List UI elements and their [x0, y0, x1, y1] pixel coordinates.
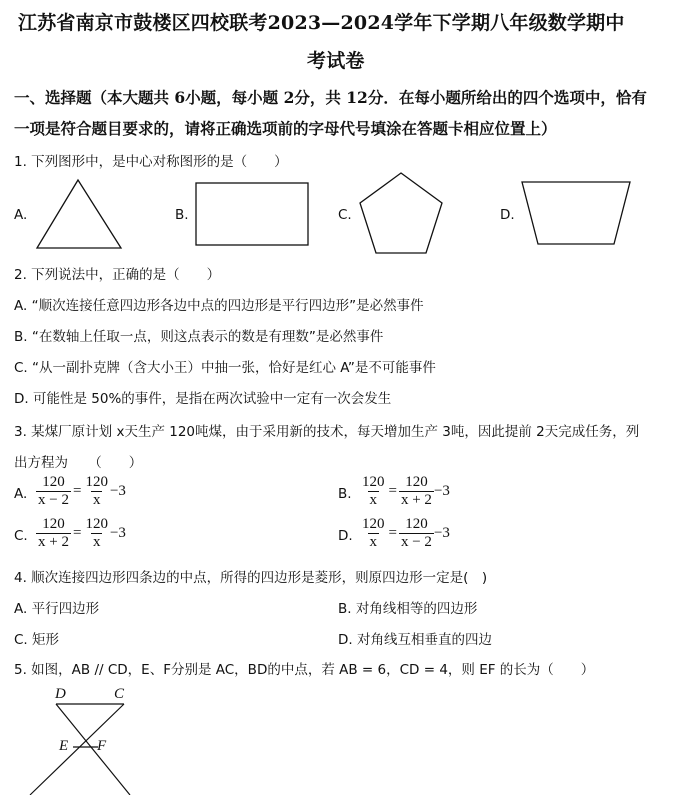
q1-option-a-label: A. — [14, 207, 28, 223]
q1-option-c-label: C. — [338, 207, 352, 223]
tail-term: −3 — [109, 525, 126, 541]
rectangle-icon — [195, 182, 311, 248]
denominator: x — [369, 492, 377, 508]
numerator: 120 — [42, 516, 65, 532]
q2-option-a: A. “顺次连接任意四边形各边中点的四边形是平行四边形”是必然事件 — [14, 298, 424, 314]
section-heading-line-2: 一项是符合题目要求的，请将正确选项前的字母代号填涂在答题卡相应位置上） — [14, 119, 557, 138]
point-label-f: F — [97, 738, 107, 754]
equals-sign: = — [388, 483, 397, 499]
pentagon-icon — [358, 171, 444, 257]
q3-option-b-equation — [360, 474, 450, 509]
q3-option-d-equation — [360, 516, 450, 551]
q5-geometry-figure — [20, 684, 150, 795]
point-label-d: D — [55, 686, 66, 702]
denominator: x — [92, 492, 101, 508]
question-5-stem: 5. 如图，AB // CD，E、F分别是 AC，BD的中点，若 AB = 6，CD = 4，则 EF 的长为（ ） — [14, 662, 595, 678]
q3-option-a-label: A. — [14, 486, 28, 502]
q4-option-d: D. 对角线互相垂直的四边 — [338, 632, 492, 648]
numerator: 120 — [85, 474, 108, 490]
question-2-stem: 2. 下列说法中，正确的是（ ） — [14, 267, 221, 283]
point-label-c: C — [114, 686, 125, 702]
point-label-e: E — [59, 738, 69, 754]
question-1-stem: 1. 下列图形中，是中心对称图形的是（ ） — [14, 154, 288, 170]
denominator: x − 2 — [400, 534, 432, 550]
q2-option-b: B. “在数轴上任取一点，则这点表示的数是有理数”是必然事件 — [14, 329, 384, 345]
q1-option-d-label: D. — [500, 207, 515, 223]
q2-option-c: C. “从一副扑克牌（含大小王）中抽一张，恰好是红心 A”是不可能事件 — [14, 360, 436, 376]
q4-option-a: A. 平行四边形 — [14, 601, 100, 617]
denominator: x — [92, 534, 101, 550]
tail-term: −3 — [109, 483, 126, 499]
q4-option-c: C. 矩形 — [14, 632, 60, 648]
question-3-stem-line-1: 3. 某煤厂原计划 x天生产 120吨煤，由于采用新的技术，每天增加生产 3吨，因此提前 2天完成任务，列 — [14, 424, 640, 440]
numerator: 120 — [405, 474, 428, 490]
q1-option-b-label: B. — [175, 207, 189, 223]
question-3-stem-line-2: 出方程为 （ ） — [14, 455, 143, 471]
numerator: 120 — [362, 474, 385, 490]
page-title-line-2: 考试卷 — [307, 50, 365, 72]
segment-c-down — [30, 704, 124, 795]
page-title-line-1: 江苏省南京市鼓楼区四校联考2023—2024学年下学期八年级数学期中 — [18, 12, 625, 34]
q3-option-d-label: D. — [338, 528, 353, 544]
equals-sign: = — [72, 525, 82, 541]
denominator: x + 2 — [400, 492, 432, 508]
numerator: 120 — [85, 516, 108, 532]
denominator: x − 2 — [38, 492, 69, 508]
numerator: 120 — [405, 516, 428, 532]
trapezoid-icon — [520, 180, 632, 248]
denominator: x + 2 — [38, 534, 69, 550]
triangle-icon — [35, 178, 125, 250]
q3-option-b-label: B. — [338, 486, 352, 502]
question-4-stem: 4. 顺次连接四边形四条边的中点，所得的四边形是菱形，则原四边形一定是( ) — [14, 570, 488, 586]
equals-sign: = — [388, 525, 397, 541]
q4-option-b: B. 对角线相等的四边形 — [338, 601, 478, 617]
q3-option-c-equation — [36, 516, 126, 551]
q3-option-c-label: C. — [14, 528, 28, 544]
denominator: x — [369, 534, 377, 550]
q2-option-d: D. 可能性是 50%的事件，是指在两次试验中一定有一次会发生 — [14, 391, 392, 407]
numerator: 120 — [362, 516, 385, 532]
tail-term: −3 — [433, 483, 450, 499]
section-heading-line-1: 一、选择题（本大题共 6小题，每小题 2分，共 12分．在每小题所给出的四个选项中，恰有 — [14, 88, 647, 107]
equals-sign: = — [72, 483, 82, 499]
q3-option-a-equation — [36, 474, 126, 509]
tail-term: −3 — [433, 525, 450, 541]
numerator: 120 — [42, 474, 65, 490]
